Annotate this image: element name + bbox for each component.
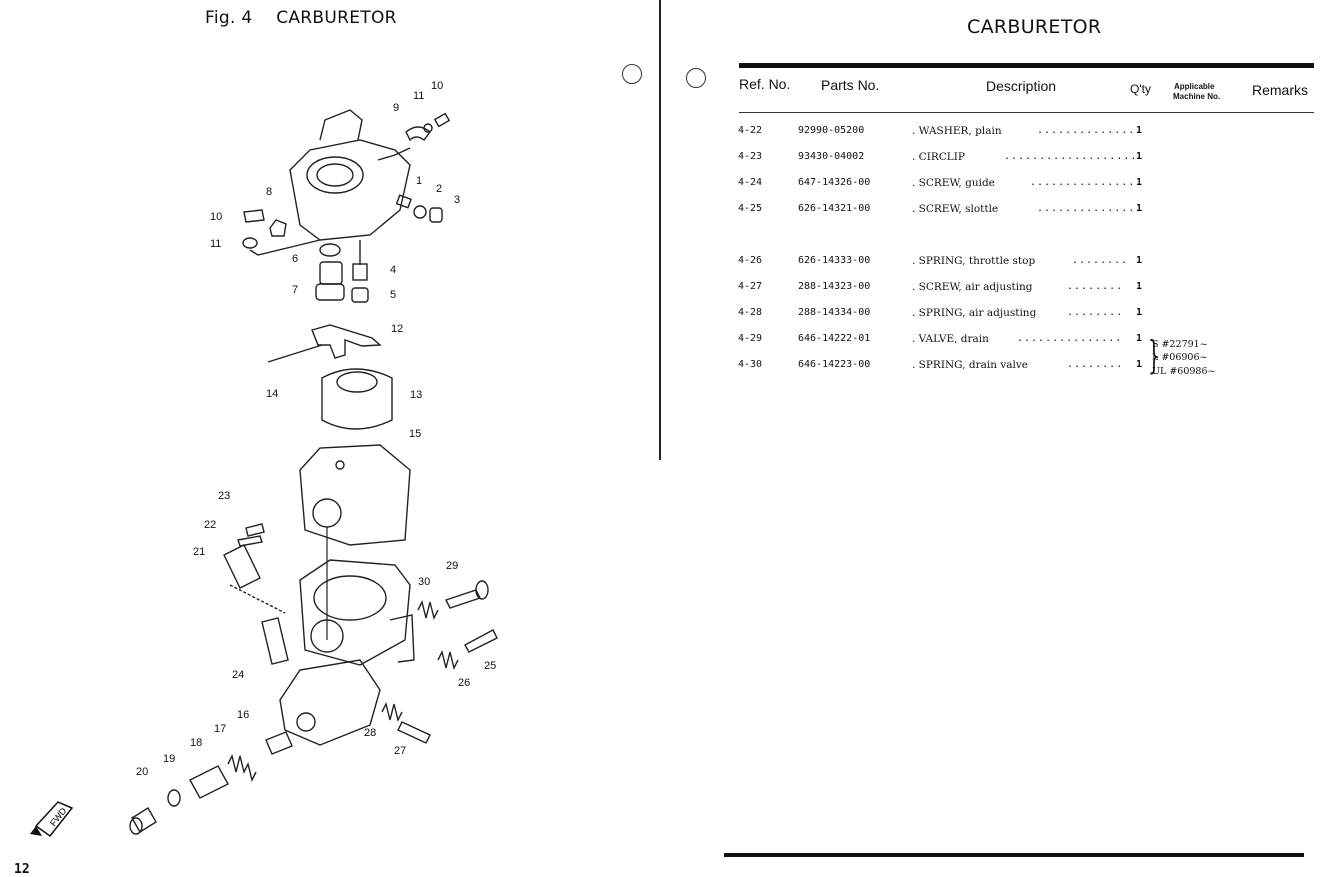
row-desc: . SCREW, guide xyxy=(912,177,995,189)
row-ref: 4-27 xyxy=(738,281,763,292)
callout-29: 29 xyxy=(446,560,459,572)
part-6 xyxy=(320,244,340,256)
left-page xyxy=(0,0,660,877)
row-qty: 1 xyxy=(1136,125,1143,136)
header-rule xyxy=(739,63,1314,68)
row-dots: ........ xyxy=(1067,281,1124,292)
callout-11-left: 11 xyxy=(210,238,222,250)
row-part: 647-14326-00 xyxy=(798,177,871,188)
screw-29 xyxy=(446,590,480,608)
row-desc: . SCREW, air adjusting xyxy=(912,281,1033,293)
header-underline xyxy=(739,112,1314,113)
callout-12: 12 xyxy=(391,323,404,335)
callout-5: 5 xyxy=(390,289,397,301)
row-desc: . SPRING, throttle stop xyxy=(912,255,1036,267)
binder-hole-icon xyxy=(622,64,642,84)
figure-number: Fig. 4 xyxy=(205,8,253,28)
header-applicable-2: Machine No. xyxy=(1173,92,1221,101)
table-row xyxy=(662,255,1322,275)
table-row xyxy=(662,281,1322,301)
screw-10-left xyxy=(244,210,264,222)
row-desc: . SPRING, drain valve xyxy=(912,359,1029,371)
row-part: 646-14223-00 xyxy=(798,359,871,370)
brace-bracket: } xyxy=(1148,333,1161,377)
row-ref: 4-25 xyxy=(738,203,763,214)
callout-10-left: 10 xyxy=(210,211,223,223)
row-qty: 1 xyxy=(1136,177,1143,188)
callout-14: 14 xyxy=(266,388,279,400)
part-21 xyxy=(224,545,260,588)
row-qty: 1 xyxy=(1136,151,1143,162)
row-desc: . SCREW, slottle xyxy=(912,203,999,215)
row-qty: 1 xyxy=(1136,333,1143,344)
row-dots: .............. xyxy=(1037,125,1136,136)
footer-rule xyxy=(724,853,1304,857)
callout-24: 24 xyxy=(232,669,245,681)
float-arm xyxy=(312,325,380,358)
callout-27: 27 xyxy=(394,745,407,757)
callout-10: 10 xyxy=(431,80,444,92)
part-4 xyxy=(353,264,367,280)
part-7 xyxy=(320,262,342,284)
row-desc: . CIRCLIP xyxy=(912,151,965,163)
table-row xyxy=(662,203,1322,223)
gasket xyxy=(300,445,410,545)
header-applicable-1: Applicable xyxy=(1174,82,1215,91)
part-3 xyxy=(430,208,442,222)
callout-23: 23 xyxy=(218,490,231,502)
row-dots: ................... xyxy=(1004,151,1138,162)
row-desc: . VALVE, drain xyxy=(912,333,989,345)
table-row xyxy=(662,307,1322,327)
callout-1: 1 xyxy=(416,175,423,187)
callout-9: 9 xyxy=(393,102,400,114)
page-number: 12 xyxy=(14,862,30,877)
row-ref: 4-28 xyxy=(738,307,763,318)
part-18 xyxy=(190,766,228,798)
fwd-arrow-icon xyxy=(30,802,72,836)
part-23 xyxy=(246,524,264,536)
right-page xyxy=(662,0,1326,877)
part-24 xyxy=(262,618,288,664)
callout-6: 6 xyxy=(292,253,299,265)
applicable-s: S #22791~ xyxy=(1152,339,1208,350)
callout-25: 25 xyxy=(484,660,497,672)
callout-11: 11 xyxy=(413,90,425,102)
row-part: 288-14323-00 xyxy=(798,281,871,292)
row-part: 93430-04002 xyxy=(798,151,865,162)
callout-2: 2 xyxy=(436,183,443,195)
row-part: 646-14222-01 xyxy=(798,333,871,344)
spring-26 xyxy=(438,652,458,668)
callout-20: 20 xyxy=(136,766,149,778)
header-remarks: Remarks xyxy=(1252,82,1309,98)
row-ref: 4-23 xyxy=(738,151,763,162)
circlip-part xyxy=(406,127,430,140)
row-dots: ........ xyxy=(1067,359,1124,370)
row-dots: ............... xyxy=(1030,177,1136,188)
float-pin xyxy=(268,345,322,362)
page-title: CARBURETOR xyxy=(967,16,1102,38)
row-part: 626-14333-00 xyxy=(798,255,871,266)
float xyxy=(322,369,392,429)
row-qty: 1 xyxy=(1136,203,1143,214)
table-row xyxy=(662,177,1322,197)
callout-4: 4 xyxy=(390,264,397,276)
table-row xyxy=(662,359,1322,379)
header-parts-no: Parts No. xyxy=(821,77,880,93)
row-part: 626-14321-00 xyxy=(798,203,871,214)
figure-name: CARBURETOR xyxy=(276,8,397,28)
callout-18: 18 xyxy=(190,737,203,749)
screw-25 xyxy=(465,630,497,652)
part-1 xyxy=(397,195,411,208)
table-row xyxy=(662,125,1322,145)
row-ref: 4-26 xyxy=(738,255,763,266)
row-ref: 4-29 xyxy=(738,333,763,344)
callout-22: 22 xyxy=(204,519,217,531)
callout-13: 13 xyxy=(410,389,423,401)
row-dots: ........ xyxy=(1072,255,1129,266)
row-dots: ........ xyxy=(1067,307,1124,318)
table-row xyxy=(662,151,1322,171)
spring-28 xyxy=(382,704,402,720)
row-qty: 1 xyxy=(1136,281,1143,292)
applicable-ul: UL #60986~ xyxy=(1152,366,1216,377)
screw-27 xyxy=(398,722,430,743)
callout-3: 3 xyxy=(454,194,461,206)
row-dots: ............... xyxy=(1017,333,1123,344)
callout-21: 21 xyxy=(193,546,206,558)
page-divider xyxy=(659,0,661,460)
row-qty: 1 xyxy=(1136,255,1143,266)
callout-28: 28 xyxy=(364,727,377,739)
row-ref: 4-30 xyxy=(738,359,763,370)
table-row xyxy=(662,333,1322,353)
part-5 xyxy=(352,288,368,302)
row-desc: . SPRING, air adjusting xyxy=(912,307,1037,319)
row-qty: 1 xyxy=(1136,359,1143,370)
washer-11-left xyxy=(243,238,257,248)
row-dots: .............. xyxy=(1037,203,1136,214)
part-16 xyxy=(266,732,292,754)
callout-19: 19 xyxy=(163,753,176,765)
part-19 xyxy=(168,790,180,806)
callout-17: 17 xyxy=(214,723,227,735)
row-desc: . WASHER, plain xyxy=(912,125,1002,137)
screw-10-right xyxy=(435,114,449,127)
callout-7: 7 xyxy=(292,284,299,296)
binder-hole-icon xyxy=(686,68,706,88)
callout-26: 26 xyxy=(458,677,471,689)
part-20 xyxy=(132,808,156,832)
callout-16: 16 xyxy=(237,709,250,721)
row-ref: 4-22 xyxy=(738,125,763,136)
spring-17 xyxy=(228,756,256,780)
part-2 xyxy=(414,206,426,218)
header-description: Description xyxy=(986,78,1057,94)
callout-30: 30 xyxy=(418,576,431,588)
row-qty: 1 xyxy=(1136,307,1143,318)
callout-15: 15 xyxy=(409,428,422,440)
callout-8: 8 xyxy=(266,186,273,198)
part-22 xyxy=(238,536,262,546)
row-ref: 4-24 xyxy=(738,177,763,188)
exploded-diagram xyxy=(0,0,660,877)
fwd-label: FWD xyxy=(47,805,69,829)
header-qty: Q'ty xyxy=(1130,82,1151,96)
header-ref-no: Ref. No. xyxy=(739,76,791,92)
spring-30 xyxy=(418,602,438,618)
applicable-l: L #06906~ xyxy=(1152,352,1208,363)
part-8 xyxy=(270,220,286,236)
row-part: 92990-05200 xyxy=(798,125,865,136)
row-part: 288-14334-00 xyxy=(798,307,871,318)
